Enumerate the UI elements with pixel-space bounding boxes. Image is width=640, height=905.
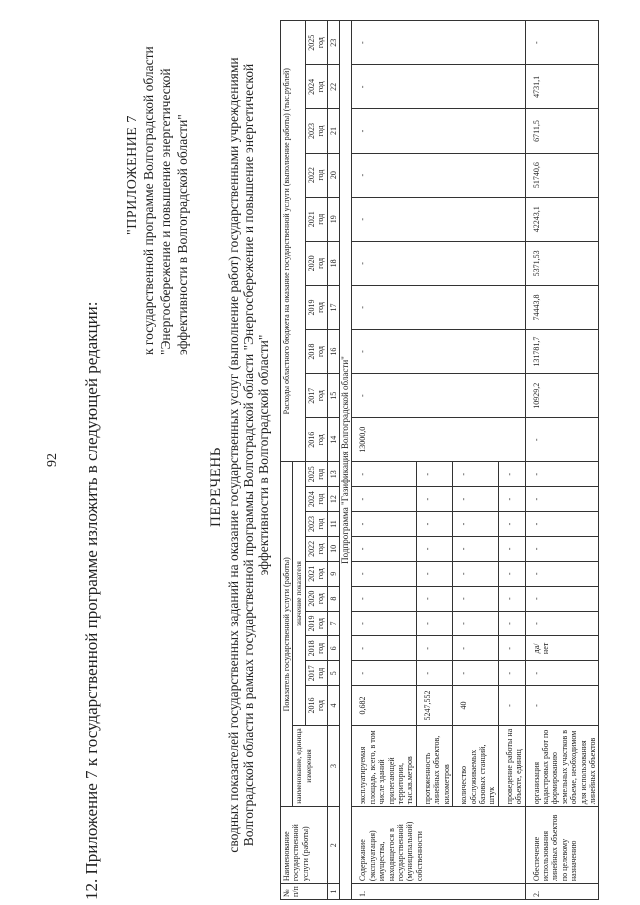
year-header bbox=[305, 65, 327, 109]
intro-text: 12. Приложение 7 к государственной программе изложить в следующей редакции: bbox=[82, 301, 101, 900]
expense-value: - bbox=[352, 109, 525, 153]
column-number: 3 bbox=[327, 725, 339, 806]
year-suffix: год bbox=[316, 468, 326, 480]
header-num: № п/п bbox=[281, 884, 328, 900]
indicator-value: - bbox=[525, 586, 599, 611]
table-row bbox=[352, 21, 416, 900]
indicator-value: - bbox=[416, 462, 452, 487]
expense-value: 131781,7 bbox=[525, 330, 599, 374]
column-number: 5 bbox=[327, 661, 339, 686]
indicator-value: - bbox=[352, 462, 416, 487]
column-number: 17 bbox=[327, 285, 339, 329]
indicator-value: да/нет bbox=[525, 636, 599, 661]
indicator-value: - bbox=[453, 611, 499, 636]
header-indicator-name: наименование, единица измерения bbox=[293, 725, 327, 806]
subtitle-line: сводных показателей государственных заданий на оказание государственных услуг (выполнение работ) государственными учреждениями bbox=[226, 57, 241, 853]
year-header bbox=[305, 285, 327, 329]
indicator-value: - bbox=[416, 536, 452, 561]
column-number: 11 bbox=[327, 512, 339, 537]
indicator-value: - bbox=[498, 686, 525, 726]
indicator-value: 0,682 bbox=[352, 686, 416, 726]
indicator-value: - bbox=[352, 487, 416, 512]
column-number: 14 bbox=[327, 418, 339, 462]
expense-value: - bbox=[352, 153, 525, 197]
year-value: 2018 bbox=[306, 640, 316, 657]
indicator-value: 5247,552 bbox=[416, 686, 452, 726]
column-number: 20 bbox=[327, 153, 339, 197]
year-header bbox=[305, 241, 327, 285]
indicator-value: - bbox=[498, 561, 525, 586]
year-header bbox=[305, 109, 327, 153]
year-suffix: год bbox=[316, 346, 326, 358]
column-numbers-row bbox=[327, 21, 339, 900]
year-value: 2020 bbox=[306, 590, 316, 607]
expense-value: - bbox=[352, 374, 525, 418]
indicator-value: - bbox=[525, 462, 599, 487]
appendix-reference bbox=[140, 15, 191, 355]
column-number: 7 bbox=[327, 611, 339, 636]
indicator-value: - bbox=[453, 536, 499, 561]
column-number: 22 bbox=[327, 65, 339, 109]
indicator-value: - bbox=[498, 611, 525, 636]
expense-value: - bbox=[352, 330, 525, 374]
indicator-value: - bbox=[525, 611, 599, 636]
year-header bbox=[305, 512, 327, 537]
year-header bbox=[305, 21, 327, 65]
column-number: 18 bbox=[327, 241, 339, 285]
column-number: 4 bbox=[327, 686, 339, 726]
column-number: 13 bbox=[327, 462, 339, 487]
column-number: 2 bbox=[327, 807, 339, 884]
year-header bbox=[305, 686, 327, 726]
expense-value: 6711,5 bbox=[525, 109, 599, 153]
column-number: 19 bbox=[327, 197, 339, 241]
indicator-value: - bbox=[453, 462, 499, 487]
indicator-value: - bbox=[498, 512, 525, 537]
expense-value: - bbox=[352, 285, 525, 329]
year-header bbox=[305, 536, 327, 561]
service-name: Обеспечение использования линейных объектов по целевому назначению bbox=[525, 807, 599, 884]
indicator-value: 40 bbox=[453, 686, 499, 726]
indicator-value: - bbox=[525, 487, 599, 512]
column-number: 8 bbox=[327, 586, 339, 611]
column-number: 15 bbox=[327, 374, 339, 418]
expense-value: 51740,6 bbox=[525, 153, 599, 197]
year-value: 2017 bbox=[306, 665, 316, 682]
year-value: 2023 bbox=[306, 516, 316, 533]
indicator-value: - bbox=[453, 512, 499, 537]
expense-value: - bbox=[352, 197, 525, 241]
indicator-value: - bbox=[453, 661, 499, 686]
indicator-value: - bbox=[525, 561, 599, 586]
indicator-value: - bbox=[525, 536, 599, 561]
row-number: 2. bbox=[525, 884, 599, 900]
expense-value: - bbox=[352, 241, 525, 285]
header-indicator-values: значение показателя bbox=[293, 462, 305, 725]
indicator-value: - bbox=[352, 561, 416, 586]
indicator-value: - bbox=[498, 462, 525, 487]
year-value: 2019 bbox=[306, 615, 316, 632]
indicator-value: - bbox=[416, 661, 452, 686]
expense-value: 5371,53 bbox=[525, 241, 599, 285]
section-title: Подпрограмма "Газификация Волгоградской области" bbox=[340, 21, 352, 900]
indicator-value: - bbox=[453, 586, 499, 611]
row-number: 1. bbox=[352, 884, 525, 900]
year-header bbox=[305, 586, 327, 611]
indicator-value: - bbox=[525, 686, 599, 726]
table-row bbox=[525, 21, 599, 900]
expense-value: 42243,1 bbox=[525, 197, 599, 241]
indicator-value: - bbox=[352, 536, 416, 561]
year-suffix: год bbox=[316, 257, 326, 269]
year-value: 2025 bbox=[306, 34, 316, 51]
indicator-value: - bbox=[352, 512, 416, 537]
ref-line: эффективности в Волгоградской области" bbox=[175, 114, 190, 355]
indicator-value: - bbox=[416, 561, 452, 586]
year-header bbox=[305, 330, 327, 374]
indicator-value: - bbox=[416, 636, 452, 661]
year-header bbox=[305, 487, 327, 512]
year-value: 2025 bbox=[306, 466, 316, 483]
indicator-value: - bbox=[453, 487, 499, 512]
year-suffix: год bbox=[316, 434, 326, 446]
page-number: 92 bbox=[45, 453, 60, 467]
year-suffix: год bbox=[316, 390, 326, 402]
expense-value: - bbox=[525, 418, 599, 462]
year-value: 2024 bbox=[306, 491, 316, 508]
header-service: Наименование государственной услуги (работы) bbox=[281, 807, 328, 884]
indicator-name: эксплуатируемая площадь, всего, в том числе зданий прилегающей территории, тыс.кв.метров bbox=[352, 725, 416, 806]
year-value: 2017 bbox=[306, 387, 316, 404]
year-value: 2022 bbox=[306, 167, 316, 184]
indicator-value: - bbox=[525, 512, 599, 537]
expense-value: - bbox=[352, 21, 525, 65]
year-suffix: год bbox=[316, 37, 326, 49]
year-header bbox=[305, 374, 327, 418]
indicator-value: - bbox=[416, 586, 452, 611]
subtitle-line: Волгоградской области в рамках государственной программы Волгоградской области "Энергосбережение и повышение энергетической bbox=[241, 63, 256, 847]
column-number: 16 bbox=[327, 330, 339, 374]
indicator-value: - bbox=[453, 561, 499, 586]
column-number: 21 bbox=[327, 109, 339, 153]
year-header bbox=[305, 636, 327, 661]
year-suffix: год bbox=[316, 618, 326, 629]
ref-line: к государственной программе Волгоградской области bbox=[141, 46, 156, 355]
indicator-value: - bbox=[498, 536, 525, 561]
year-suffix: год bbox=[316, 302, 326, 313]
column-number: 9 bbox=[327, 561, 339, 586]
table-header-row bbox=[281, 21, 293, 900]
indicator-value: - bbox=[525, 661, 599, 686]
indicator-value: - bbox=[352, 586, 416, 611]
year-value: 2018 bbox=[306, 343, 316, 360]
year-header bbox=[305, 561, 327, 586]
year-value: 2023 bbox=[306, 123, 316, 140]
year-value: 2021 bbox=[306, 565, 316, 582]
year-suffix: год bbox=[316, 593, 326, 605]
service-name: Содержание (эксплуатация) имущества, находящегося в государственной (муниципальной) собственности bbox=[352, 807, 525, 884]
indicator-name: протяженность линейных объектов, километров bbox=[416, 725, 452, 806]
column-number: 6 bbox=[327, 636, 339, 661]
year-value: 2016 bbox=[306, 431, 316, 448]
year-value: 2019 bbox=[306, 299, 316, 316]
expense-value: - bbox=[352, 65, 525, 109]
document-title: ПЕРЕЧЕНЬ bbox=[208, 447, 224, 527]
subtitle-line: эффективности в Волгоградской области" bbox=[256, 334, 271, 576]
year-suffix: год bbox=[316, 125, 326, 137]
year-suffix: год bbox=[316, 543, 326, 555]
expense-value: 74443,8 bbox=[525, 285, 599, 329]
indicator-value: - bbox=[352, 636, 416, 661]
indicator-value: - bbox=[352, 661, 416, 686]
appendix-title: "ПРИЛОЖЕНИЕ 7 bbox=[125, 115, 140, 235]
indicator-value: - bbox=[416, 512, 452, 537]
year-value: 2020 bbox=[306, 255, 316, 272]
indicator-value: - bbox=[498, 586, 525, 611]
year-value: 2021 bbox=[306, 211, 316, 228]
indicator-value: - bbox=[352, 611, 416, 636]
year-value: 2016 bbox=[306, 697, 316, 714]
indicator-value: - bbox=[416, 611, 452, 636]
indicators-table bbox=[280, 20, 599, 900]
year-value: 2024 bbox=[306, 78, 316, 95]
ref-line: "Энергосбережение и повышение энергетической bbox=[158, 68, 173, 355]
year-suffix: год bbox=[316, 213, 326, 225]
year-header bbox=[305, 462, 327, 487]
indicator-name: проведение работы на объекте, единиц bbox=[498, 725, 525, 806]
indicator-name: организация кадастровых работ по формированию земельных участков в объеме, необходимом для использования линейных объектов bbox=[525, 725, 599, 806]
expense-value: 10929,2 bbox=[525, 374, 599, 418]
expense-value: - bbox=[525, 21, 599, 65]
expense-value: 13000,0 bbox=[352, 418, 525, 462]
document-subtitle bbox=[226, 45, 271, 865]
year-header bbox=[305, 197, 327, 241]
section-row bbox=[340, 21, 352, 900]
indicator-value: - bbox=[498, 487, 525, 512]
column-number: 10 bbox=[327, 536, 339, 561]
column-number: 23 bbox=[327, 21, 339, 65]
year-header bbox=[305, 418, 327, 462]
year-suffix: год bbox=[316, 667, 326, 679]
indicator-value: - bbox=[453, 636, 499, 661]
year-suffix: год bbox=[316, 493, 326, 505]
year-header bbox=[305, 611, 327, 636]
year-value: 2022 bbox=[306, 540, 316, 557]
indicator-value: - bbox=[498, 636, 525, 661]
indicator-value: - bbox=[498, 661, 525, 686]
year-suffix: год bbox=[316, 518, 326, 530]
year-header bbox=[305, 661, 327, 686]
indicator-value: - bbox=[416, 487, 452, 512]
column-number: 12 bbox=[327, 487, 339, 512]
indicator-name: количество обслуживаемых базовых станций, штук bbox=[453, 725, 499, 806]
year-suffix: год bbox=[316, 642, 326, 654]
header-indicator-group: Показатель государственной услуги (работы) bbox=[281, 462, 293, 807]
header-expense-group: Расходы областного бюджета на оказание государственной услуги (выполнение работы) (тыс.рублей) bbox=[281, 21, 306, 462]
year-suffix: год bbox=[316, 700, 326, 711]
year-header bbox=[305, 153, 327, 197]
year-suffix: год bbox=[316, 169, 326, 181]
expense-value: 4731,1 bbox=[525, 65, 599, 109]
year-suffix: год bbox=[316, 568, 326, 580]
column-number: 1 bbox=[327, 884, 339, 900]
year-suffix: год bbox=[316, 81, 326, 93]
